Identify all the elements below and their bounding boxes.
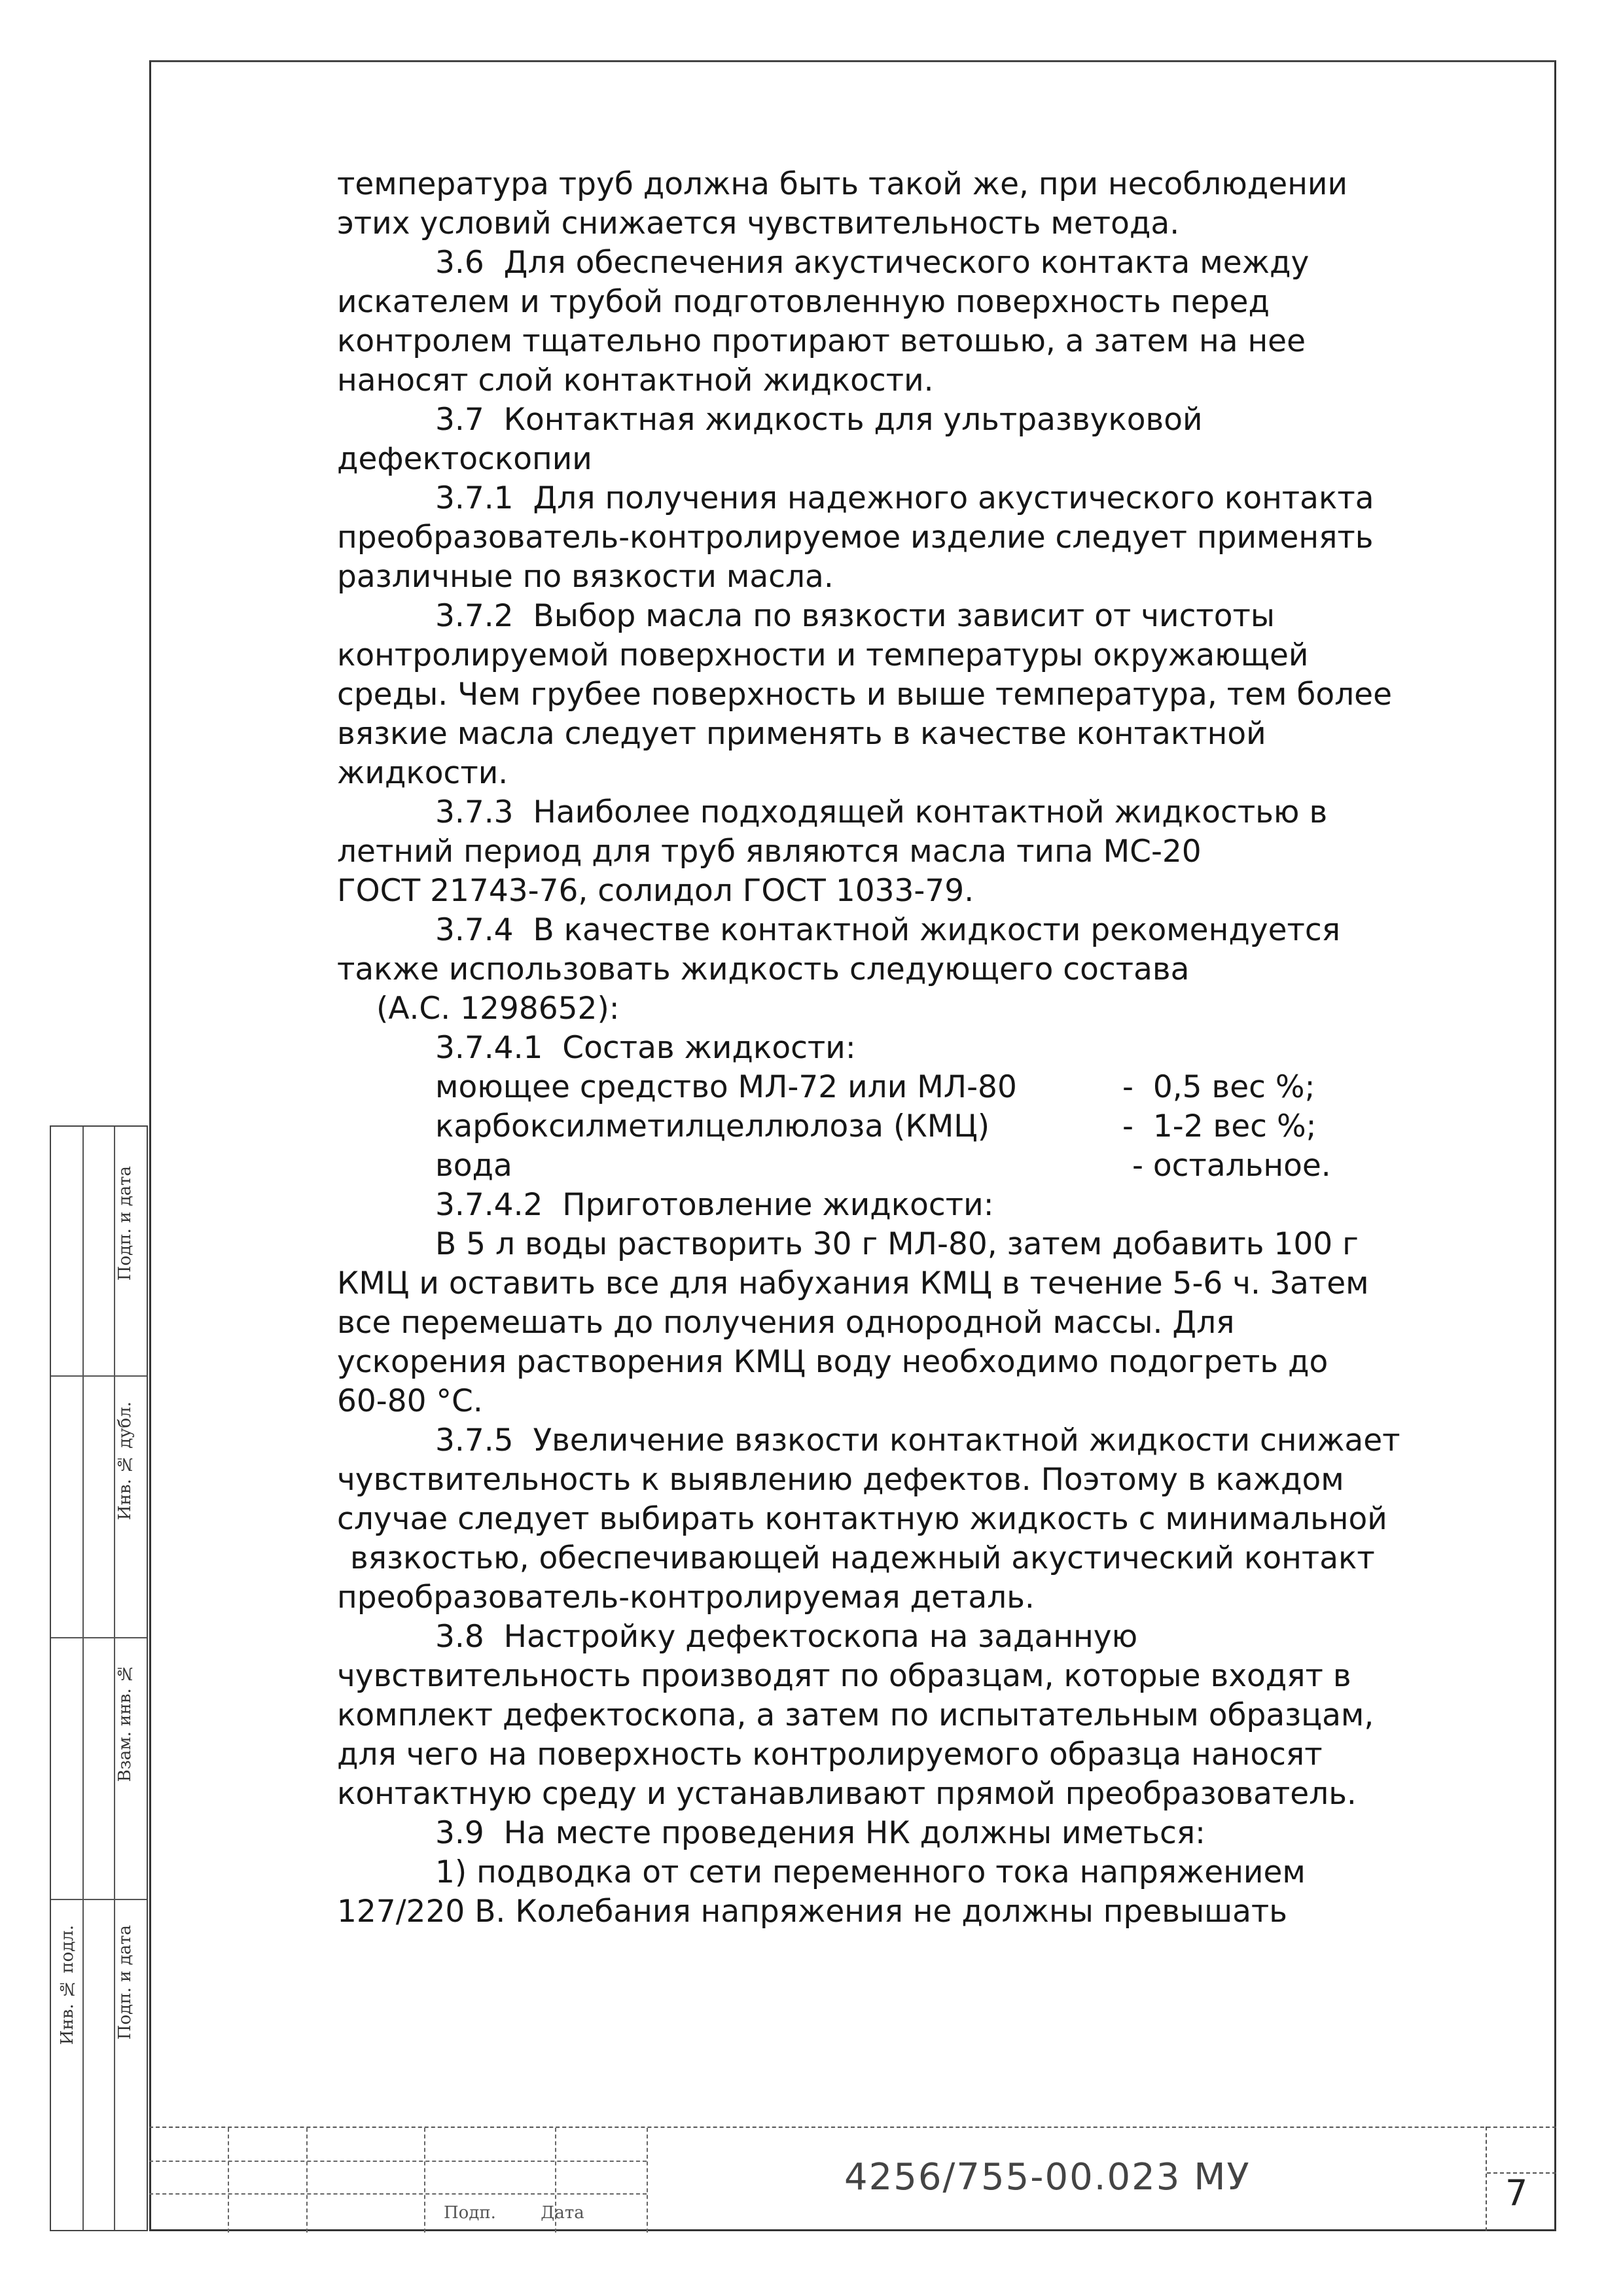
document-number: 4256/755-00.023 МУ: [844, 2156, 1251, 2199]
text-line: ускорения растворения КМЦ воду необходимо подогреть до: [337, 1344, 1329, 1380]
side-label-sign-date-2: Подп. и дата: [115, 1925, 135, 2040]
text-line: 1) подводка от сети переменного тока напряжением: [435, 1854, 1306, 1890]
text-line: чувствительность к выявлению дефектов. Поэтому в каждом: [337, 1462, 1344, 1498]
title-block-date-label: Дата: [541, 2203, 584, 2223]
section-3-6-heading: 3.6 Для обеспечения акустического контакта между: [435, 245, 1310, 281]
text-line: 127/220 В. Колебания напряжения не должны превышать: [337, 1894, 1287, 1930]
text-line: дефектоскопии: [337, 441, 592, 477]
side-label-orig-inv: Инв. № подл.: [58, 1925, 77, 2045]
composition-name: моющее средство МЛ-72 или МЛ-80: [435, 1069, 1017, 1105]
text-line: вязкостью, обеспечивающей надежный акустический контакт: [350, 1540, 1375, 1576]
section-3-7-heading: 3.7 Контактная жидкость для ультразвуковой: [435, 402, 1203, 438]
text-line: среды. Чем грубее поверхность и выше температура, тем более: [337, 677, 1392, 713]
text-line: (А.С. 1298652):: [376, 991, 620, 1027]
text-line: различные по вязкости масла.: [337, 559, 834, 595]
section-3-9-heading: 3.9 На месте проведения НК должны иметься:: [435, 1815, 1205, 1851]
side-label-sign-date: Подп. и дата: [115, 1166, 135, 1281]
section-3-7-5-heading: 3.7.5 Увеличение вязкости контактной жидкости снижает: [435, 1422, 1400, 1458]
section-3-8-heading: 3.8 Настройку дефектоскопа на заданную: [435, 1619, 1138, 1655]
side-label-dup-inv: Инв. № дубл.: [115, 1402, 135, 1521]
text-line: ГОСТ 21743-76, солидол ГОСТ 1033-79.: [337, 873, 974, 909]
side-label-repl-inv: Взам. инв. №: [115, 1663, 135, 1782]
text-line: искателем и трубой подготовленную поверхность перед: [337, 284, 1270, 320]
composition-row: [337, 1068, 1508, 1107]
margin-stamp-strip: [50, 1125, 148, 2231]
section-3-7-4-2-heading: 3.7.4.2 Приготовление жидкости:: [435, 1187, 994, 1223]
text-line: 60-80 °С.: [337, 1383, 483, 1419]
text-line: КМЦ и оставить все для набухания КМЦ в течение 5-6 ч. Затем: [337, 1265, 1369, 1301]
text-line: жидкости.: [337, 755, 508, 791]
text-line: преобразователь-контролируемое изделие следует применять: [337, 520, 1374, 556]
section-3-7-2-heading: 3.7.2 Выбор масла по вязкости зависит от чистоты: [435, 598, 1275, 634]
text-line: все перемешать до получения однородной массы. Для: [337, 1305, 1235, 1341]
text-line: контролем тщательно протирают ветошью, а затем на нее: [337, 323, 1306, 359]
composition-value: - 1-2 вес %;: [1122, 1108, 1317, 1144]
page-number: 7: [1505, 2172, 1528, 2214]
section-3-7-4-1-heading: 3.7.4.1 Состав жидкости:: [435, 1030, 856, 1066]
text-line: температура труб должна быть такой же, при несоблюдении: [337, 166, 1348, 202]
composition-name: карбоксилметилцеллюлоза (КМЦ): [435, 1108, 990, 1144]
text-line: этих условий снижается чувствительность метода.: [337, 205, 1180, 241]
title-block-sign-label: Подп.: [444, 2203, 496, 2223]
text-line: комплект дефектоскопа, а затем по испытательным образцам,: [337, 1697, 1374, 1733]
section-3-7-1-heading: 3.7.1 Для получения надежного акустического контакта: [435, 480, 1374, 516]
section-3-7-3-heading: 3.7.3 Наиболее подходящей контактной жидкостью в: [435, 794, 1328, 830]
composition-row: [337, 1107, 1508, 1146]
text-line: вязкие масла следует применять в качестве контактной: [337, 716, 1266, 752]
composition-value: - остальное.: [1122, 1148, 1331, 1184]
text-line: контактную среду и устанавливают прямой преобразователь.: [337, 1776, 1357, 1812]
text-line: В 5 л воды растворить 30 г МЛ-80, затем добавить 100 г: [435, 1226, 1359, 1262]
text-line: для чего на поверхность контролируемого образца наносят: [337, 1737, 1323, 1773]
text-line: наносят слой контактной жидкости.: [337, 362, 934, 398]
text-line: летний период для труб являются масла типа МС-20: [337, 834, 1202, 870]
text-line: случае следует выбирать контактную жидкость с минимальной: [337, 1501, 1387, 1537]
text-line: также использовать жидкость следующего состава: [337, 951, 1190, 987]
text-line: преобразователь-контролируемая деталь.: [337, 1580, 1035, 1616]
composition-row: [337, 1146, 1508, 1186]
text-line: контролируемой поверхности и температуры окружающей: [337, 637, 1309, 673]
composition-value: - 0,5 вес %;: [1122, 1069, 1315, 1105]
document-body: [337, 165, 1508, 1932]
title-block-grid: [149, 2128, 647, 2233]
section-3-7-4-heading: 3.7.4 В качестве контактной жидкости рекомендуется: [435, 912, 1341, 948]
text-line: чувствительность производят по образцам, которые входят в: [337, 1658, 1351, 1694]
composition-name: вода: [435, 1148, 512, 1184]
